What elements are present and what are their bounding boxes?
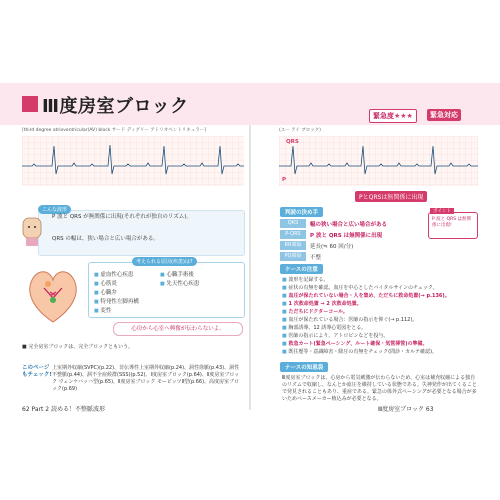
urgency-label: 緊急度 — [373, 112, 394, 120]
page-subtitle: [third degree atrioventricular(AV) block サード ディグリー アトリオベントリキュラー] — [22, 128, 206, 133]
care-item: ■ 救急カート(緊急ペーシング、ルート確保・気管挿管)の準備。 — [282, 340, 428, 347]
care-tag: ケースの注意 — [280, 264, 323, 274]
care-item: ■ 既往歴等・意識障害・除圧の有無をチェック(問診・カルテ確認)。 — [282, 348, 437, 355]
care-item: ■ ただちにドクターコール。 — [282, 308, 348, 315]
readout-text: P 波と QRS は無関係に出現 — [310, 233, 383, 239]
urgency-badge — [369, 109, 417, 123]
causes-tag: 考えられる原因(疾患)は? — [132, 257, 197, 266]
readout-badge: RR間隔 — [280, 241, 306, 250]
readout-badge: PQ間隔 — [280, 252, 306, 261]
readout-badge: P-QRS — [280, 230, 306, 239]
care-item: ■ 1 次救命処置 → 2 次救命処置。 — [282, 300, 362, 307]
cause-item: ■ 心筋炎 — [94, 279, 117, 287]
readout-row — [280, 230, 430, 239]
mascot-left — [20, 214, 44, 248]
cause-item: ■ 心臓手術後 — [160, 270, 194, 278]
readout-row — [280, 252, 430, 261]
urgency-stars: ★★★ — [394, 112, 413, 120]
explanation-bullet: P 波と QRS が無関係に出現(それぞれが独自のリズム)。 — [52, 214, 192, 220]
footer-left: 62 Part 2 読める！不整脈波形 — [22, 406, 106, 413]
page-subtitle-right: (ユー アイ ブロック) — [279, 128, 321, 133]
ecg-strip-right — [279, 136, 478, 186]
care-item: ■ 医師の指示により、アトロピンなどを投与。 — [282, 332, 388, 339]
readout-text: 延長(≒ 60 回/分) — [310, 244, 354, 250]
care-item: ■ 胸部誘導、12 誘導心電図をとる。 — [282, 324, 366, 331]
care-item: ■ 症状の有無を確認。血圧を中心としたバイタルサインのチェック。 — [282, 284, 438, 291]
footer-right: Ⅲ度房室ブロック 63 — [378, 406, 434, 413]
ecg-trace-left — [22, 136, 244, 186]
page-gutter — [249, 83, 251, 410]
cause-item: ■ 心臓弁 — [94, 288, 117, 296]
point-text: P 波と QRS は無関係に出現! — [432, 217, 472, 228]
see-also-label: このページもチェック! — [22, 365, 52, 378]
response-badge: 緊急対応 — [427, 109, 461, 121]
see-also-text: 上室期外収縮(SVPC)(p.22)、非伝導性上室期外収縮(p.24)、洞性徐脈(p.43)、洞性不整脈(p.44)、洞不全症候群(SSS)(p.52)、Ⅰ度房室ブロック(p.64)、Ⅱ度房室ブロック ウェンケバッハ型(p.65)、Ⅱ度房室ブロック モービッツⅡ型(p.66)、高度房室ブロック(p.69) — [52, 365, 240, 392]
speech-bubble: 心房から心室へ興奮が伝わらないよ。 — [113, 322, 243, 336]
title-marker — [22, 96, 38, 112]
ecg-qrs-label: QRS — [286, 139, 299, 145]
readout-text: 不整 — [310, 255, 322, 261]
cause-item: ■ 特発性左脚再構 — [94, 297, 139, 305]
ecg-strip-left — [22, 136, 244, 186]
ecg-p-label: P — [282, 177, 287, 183]
cause-item: ■ 先天性心疾患 — [160, 279, 199, 287]
cause-item: ■ 虚血性心疾患 — [94, 270, 133, 278]
page-title: Ⅲ度房室ブロック — [42, 96, 189, 117]
readout-text: 幅の狭い場合と広い場合がある — [310, 222, 388, 228]
readout-row — [280, 219, 430, 228]
note-text: ■ 完全房室ブロックは、完全ブロックともいう。 — [22, 344, 134, 350]
readout-tag: 判読の決め手 — [280, 207, 323, 217]
explanation-tag: こんな波形 — [38, 205, 71, 214]
care-item: ■ 血圧が保たれていない場合・人を集め、ただちに救命処置(→ p.136)。 — [282, 292, 450, 299]
heart-illustration — [22, 262, 84, 326]
ecg-caption: PとQRSは無関係に出現 — [355, 191, 427, 202]
care-item: ■ 波形を記録する。 — [282, 276, 328, 283]
cause-item: ■ 変性 — [94, 306, 111, 314]
readout-row — [280, 241, 430, 250]
readout-badge: QRS — [280, 219, 306, 228]
knowledge-tag: ナースの知恵袋 — [280, 362, 328, 372]
explanation-bullet: QRS の幅は、狭い場合と広い場合がある。 — [52, 236, 159, 242]
knowledge-text: Ⅲ度房室ブロックは、心房から電気刺激が伝わらないため、心室は補充収縮による独自のリズムで収縮し、なんとか血圧を維持している状態である。失神発作が出てくることで発見されることもあり、重症である。緊急の体外式ペーシングが必要となる場合が多いためペースメーカー植込みが必要となる。 — [282, 375, 477, 402]
care-item: ■ 血圧が保たれている場合：医師の指示を仰ぐ(→ p.112)。 — [282, 316, 417, 323]
ecg-trace-right — [279, 136, 478, 186]
point-tag: ポイント — [430, 208, 454, 214]
